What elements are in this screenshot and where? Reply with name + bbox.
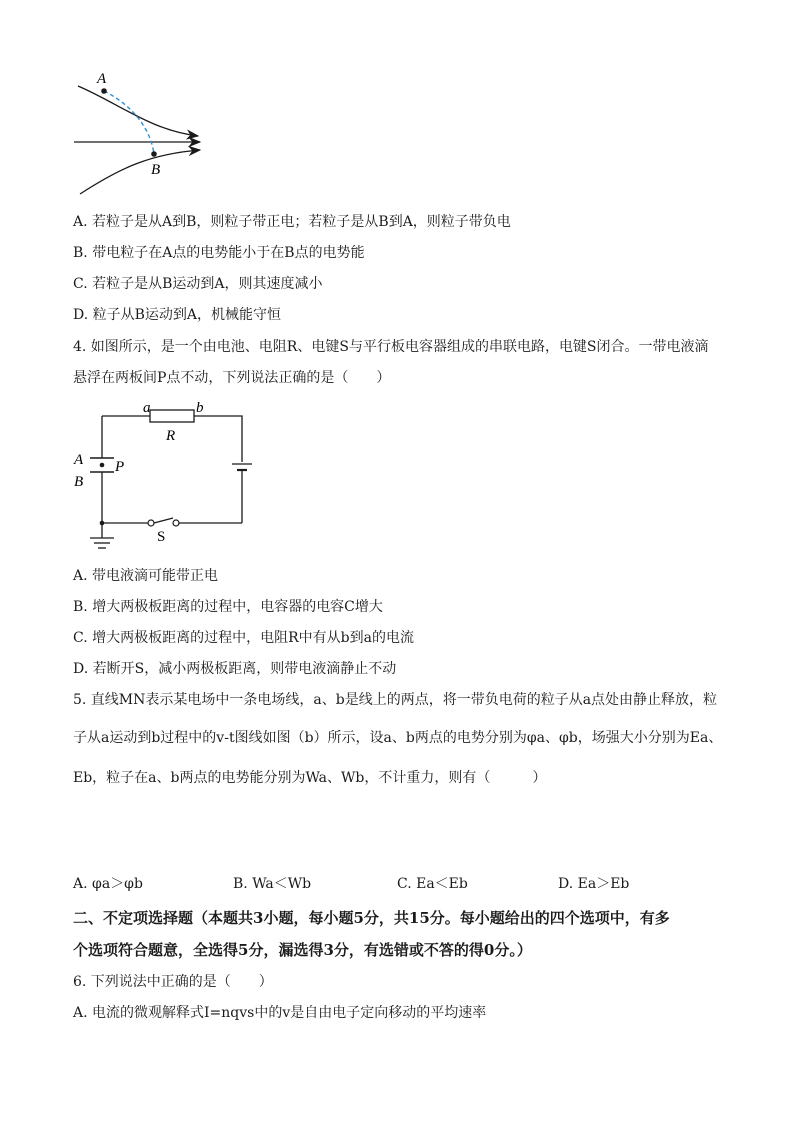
q3-option-b: B. 带电粒子在A点的电势能小于在B点的电势能 <box>73 245 365 261</box>
q4-option-d: D. 若断开S，减小两极板距离，则带电液滴静止不动 <box>73 661 397 677</box>
q3-option-a: A. 若粒子是从A到B，则粒子带正电；若粒子是从B到A，则粒子带负电 <box>73 214 511 230</box>
point-a-label: A <box>97 71 107 87</box>
label-s: S <box>157 529 166 545</box>
point-b-dot <box>151 151 157 157</box>
q3-option-d: D. 粒子从B运动到A，机械能守恒 <box>73 307 282 323</box>
q4-stem-line2: 悬浮在两板间P点不动，下列说法正确的是（ ） <box>73 370 391 386</box>
q5-stem-line3: Eb，粒子在a、b两点的电势能分别为Wa、Wb，不计重力，则有（ ） <box>73 770 547 786</box>
q5-option-d: D. Ea＞Eb <box>558 876 630 892</box>
switch-contact-left <box>148 520 154 526</box>
droplet-p <box>100 463 105 468</box>
label-p: P <box>115 459 125 475</box>
q6-option-a: A. 电流的微观解释式I=nqvs中的v是自由电子定向移动的平均速率 <box>73 1005 487 1021</box>
switch-lever <box>154 518 173 523</box>
trajectory-dashed <box>104 91 154 154</box>
field-lines-figure <box>70 66 210 200</box>
switch-contact-right <box>173 520 179 526</box>
q5-option-a: A. φa＞φb <box>73 876 143 892</box>
q5-option-b: B. Wa＜Wb <box>233 876 312 892</box>
label-a-small: a <box>143 400 151 416</box>
resistor <box>150 410 194 422</box>
label-r: R <box>166 428 176 444</box>
upper-field-line <box>78 86 198 136</box>
section2-heading-line1: 二、不定项选择题（本题共3小题，每小题5分，共15分。每小题给出的四个选项中，有多 <box>73 909 670 927</box>
q5-stem-line1: 5. 直线MN表示某电场中一条电场线，a、b是线上的两点，将一带负电荷的粒子从a点处由静止释放，粒 <box>73 692 718 708</box>
q4-option-a: A. 带电液滴可能带正电 <box>73 568 219 584</box>
q6-stem: 6. 下列说法中正确的是（ ） <box>73 974 273 990</box>
point-a-dot <box>101 88 107 94</box>
q5-stem-line2: 子从a运动到b过程中的v-t图线如图（b）所示，设a、b两点的电势分别为φa、φb，场强大小分别为Ea、 <box>73 730 723 746</box>
point-b-label: B <box>151 162 161 178</box>
q3-option-c: C. 若粒子是从B运动到A，则其速度减小 <box>73 276 323 292</box>
label-plate-b: B <box>74 474 84 490</box>
q4-option-c: C. 增大两极板距离的过程中，电阻R中有从b到a的电流 <box>73 630 414 646</box>
q4-stem-line1: 4. 如图所示，是一个由电池、电阻R、电键S与平行板电容器组成的串联电路，电键S闭合。一带电液滴 <box>73 339 709 355</box>
junction-dot <box>100 521 105 526</box>
label-b-small: b <box>196 400 204 416</box>
section2-heading-line2: 个选项符合题意，全选得5分，漏选得3分，有选错或不答的得0分。） <box>73 941 532 959</box>
q4-option-b: B. 增大两极板距离的过程中，电容器的电容C增大 <box>73 599 383 615</box>
label-plate-a: A <box>74 452 84 468</box>
q5-option-c: C. Ea＜Eb <box>397 876 468 892</box>
lower-field-line <box>80 150 200 194</box>
circuit-figure <box>70 398 260 558</box>
